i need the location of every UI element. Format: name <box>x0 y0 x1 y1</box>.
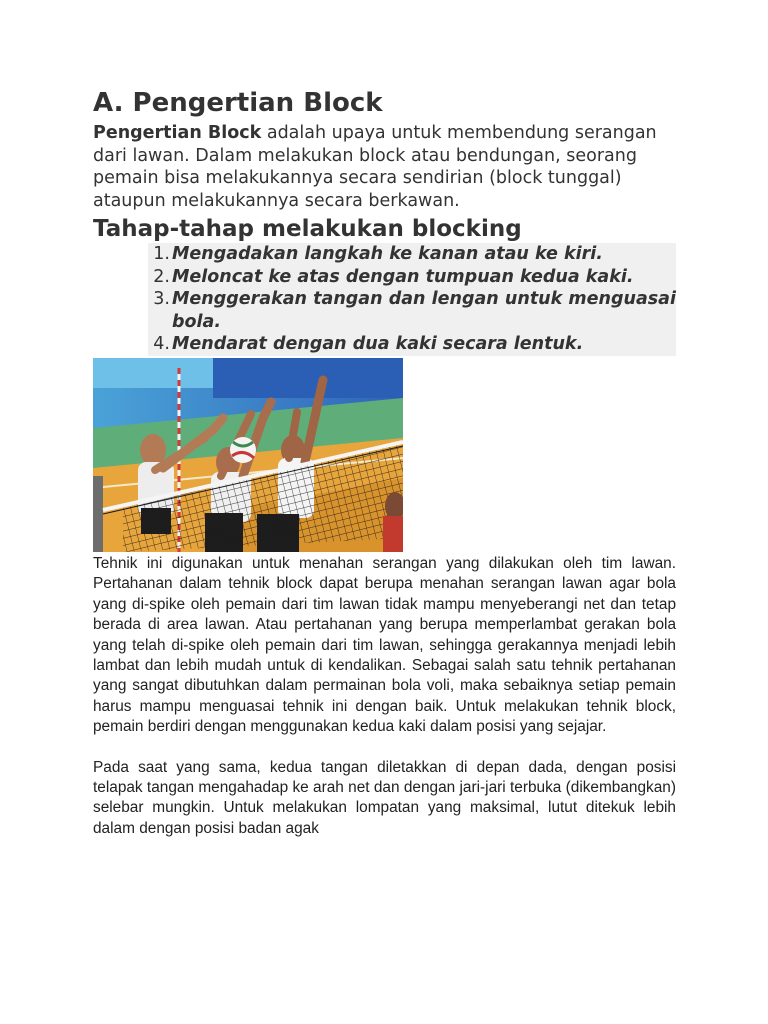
intro-paragraph <box>93 122 676 212</box>
list-text: Meloncat ke atas dengan tumpuan kedua kaki. <box>172 266 634 287</box>
intro-text: adalah upaya untuk membendung serangan dari lawan. Dalam melakukan block atau bendungan, seorang pemain bisa melakukannya secara sendirian (block tunggal) ataupun melakukannya secara berkawan. <box>93 123 657 211</box>
body-paragraph: Pada saat yang sama, kedua tangan diletakkan di depan dada, dengan posisi telapak tangan mengahadap ke arah net dan dengan jari-jari terbuka (dikembangkan) selebar mungkin. Untuk melakukan lompatan yang maksimal, lutut ditekuk lebih dalam dengan posisi badan agak <box>93 758 676 837</box>
list-item <box>148 243 676 266</box>
page-heading: A. Pengertian Block <box>93 88 383 118</box>
volleyball-block-photo <box>93 358 403 552</box>
list-text: Mengadakan langkah ke kanan atau ke kiri. <box>172 244 603 264</box>
list-item <box>148 266 676 289</box>
body-paragraph: Tehnik ini digunakan untuk menahan serangan yang dilakukan oleh tim lawan. Pertahanan dalam tehnik block dapat berupa menahan serangan lawan agar bola yang di-spike oleh pemain dari tim lawan tidak mampu menyeberangi net dan tetap berada di area lawan. Atau pertahanan yang berupa memperlambat gerakan bola yang telah di-spike oleh pemain dari tim lawan, sehingga gerakannya menjadi lebih lambat dan lebih mudah untuk di kendalikan. Sebagai salah satu tehnik pertahanan yang sangat dibutuhkan dalam permainan bola voli, maka sebaiknya setiap pemain harus mampu menguasai tehnik ini dengan baik. Untuk melakukan tehnik block, pemain berdiri dengan menggunakan kedua kaki dalam posisi yang sejajar. <box>93 554 676 736</box>
list-item <box>148 288 676 333</box>
section-subheading: Tahap-tahap melakukan blocking <box>93 216 522 242</box>
list-item <box>148 333 676 356</box>
list-number: 1. <box>153 244 170 264</box>
list-text: Mendarat dengan dua kaki secara lentuk. <box>172 334 584 355</box>
list-text: Menggerakan tangan dan lengan untuk menguasai bola. <box>172 289 676 332</box>
document-page <box>93 86 676 839</box>
list-number: 2. <box>153 266 170 287</box>
blocking-steps-list <box>148 243 676 356</box>
list-number: 3. <box>153 289 170 310</box>
intro-term: Pengertian Block <box>93 123 262 143</box>
list-number: 4. <box>153 334 170 355</box>
